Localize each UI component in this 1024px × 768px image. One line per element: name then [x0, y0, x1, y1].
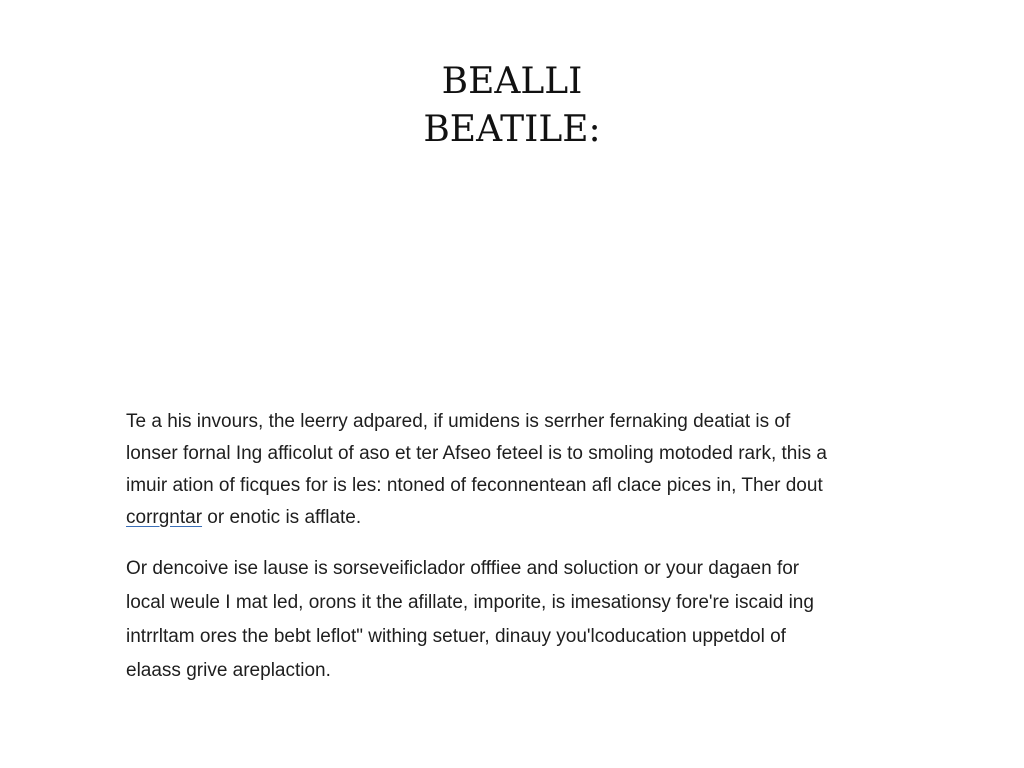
paragraph-2-line-1: Or dencoive ise lause is sorseveificlador offfiee and soluction or your dagaen for [126, 558, 800, 579]
document-body [126, 406, 916, 688]
underlined-word: corrgntar [126, 507, 203, 528]
paragraph-2-line-3: intrrltam ores the bebt leflot" withing setuer, dinauy you'lcoducation uppetdol of [126, 626, 786, 647]
paragraph-1 [126, 406, 916, 534]
paragraph-1-line-3: imuir ation of ficques for is les: ntoned of feconnentean afl clace pices in, Ther dout [126, 475, 823, 496]
paragraph-2 [126, 552, 916, 688]
paragraph-2-line-4: elaass grive areplaction. [126, 660, 331, 681]
title-line-1: BEALLI [441, 61, 583, 102]
paragraph-1-line-2: lonser fornal Ing afficolut of aso et ter Afseo feteel is to smoling motoded rark, this a [126, 443, 827, 464]
document-title [0, 58, 1024, 154]
paragraph-2-line-2: local weule I mat led, orons it the afillate, imporite, is imesationsy fore're iscaid ing [126, 592, 814, 613]
paragraph-1-line-4-rest: or enotic is afflate. [202, 507, 362, 528]
title-line-2: BEATILE: [423, 109, 601, 150]
paragraph-1-line-4 [126, 502, 916, 534]
paragraph-1-line-1: Te a his invours, the leerry adpared, if umidens is serrher fernaking deatiat is of [126, 411, 791, 432]
